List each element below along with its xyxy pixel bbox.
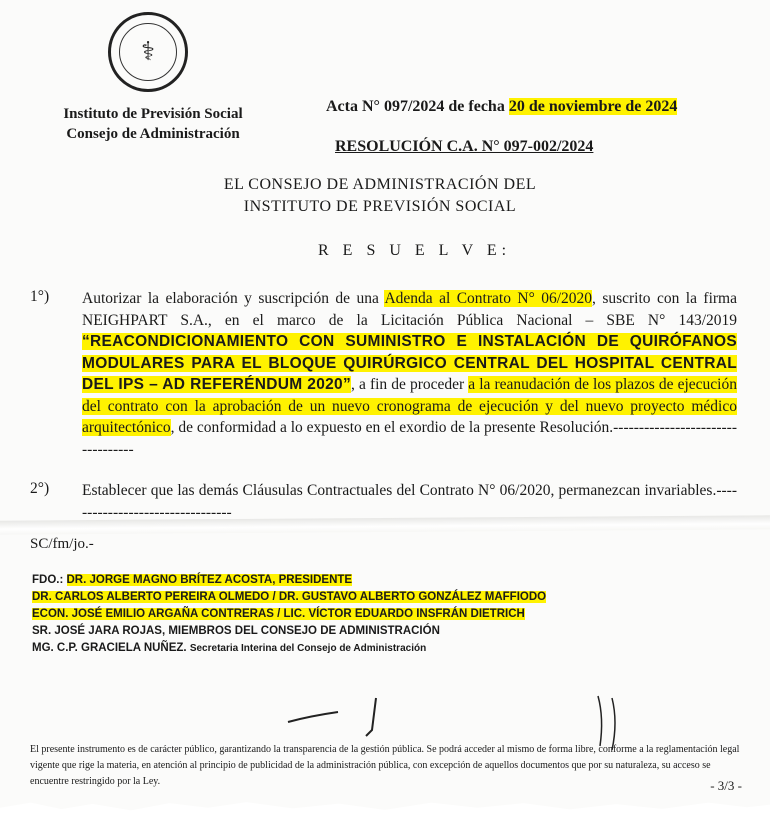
council-heading — [190, 174, 570, 218]
signatory-line3 — [32, 606, 722, 623]
signatory-line1 — [32, 572, 722, 589]
secretary-name: MG. C.P. GRACIELA NUÑEZ. — [32, 642, 190, 654]
article2-number: 2°) — [30, 480, 50, 497]
council-line1: EL CONSEJO DE ADMINISTRACIÓN DEL — [223, 176, 537, 193]
article1-project-title: “REACONDICIONAMIENTO CON SUMINISTRO E INSTALACIÓN DE QUIRÓFANOS MODULARES PARA EL BLOQUE QUIRÚRGICO CENTRAL DEL HOSPITAL CENTRAL DEL IPS – AD REFERÉNDUM 2020” — [82, 333, 737, 393]
article1-purpose-highlight: a la reanudación de los plazos de ejecución del contrato con la aprobación de un nuevo cronograma de ejecución y del nuevo proyecto médico arquitectónico — [82, 376, 737, 436]
institution-line1: Instituto de Previsión Social — [63, 106, 243, 122]
paper-tear-bottom — [0, 800, 770, 826]
article1-text — [82, 288, 737, 460]
signatory-members-2: ECON. JOSÉ EMILIO ARGAÑA CONTRERAS / LIC. VÍCTOR EDUARDO INSFRÁN DIETRICH — [32, 608, 525, 620]
seal-figure-icon: ⚕ — [119, 23, 177, 81]
institution-line2: Consejo de Administración — [66, 126, 240, 142]
article1-text-b: , suscrito con la firma NEIGHPART S.A., en el marco de la Licitación Pública Nacional – SBE N° 143/2019 — [82, 290, 737, 329]
acta-prefix: Acta N° 097/2024 de fecha — [326, 98, 509, 115]
fdo-prefix: FDO.: — [32, 574, 67, 586]
acta-line — [326, 98, 677, 116]
signatory-president: DR. JORGE MAGNO BRÍTEZ ACOSTA, PRESIDENTE — [66, 574, 353, 586]
article1-number: 1°) — [30, 288, 50, 305]
article1-contract-highlight: Adenda al Contrato N° 06/2020 — [384, 290, 593, 307]
article1-text-d: , de conformidad a lo expuesto en el exordio de la presente Resolución.---------------------------------- — [82, 419, 738, 458]
legal-footer: El presente instrumento es de carácter público, garantizando la transparencia de la gestión pública. Se podrá acceder al mismo de forma libre, conforme a la reglamentación legal vigente que rige la materia, en atención al principio de publicidad de la administración pública, con excepción de aquellos documentos que por su naturaleza, su acceso se encuentre restringido por la Ley. — [30, 744, 740, 787]
initials: SC/fm/jo.- — [30, 536, 94, 552]
council-line2: INSTITUTO DE PREVISIÓN SOCIAL — [243, 198, 517, 215]
resolution-number: RESOLUCIÓN C.A. N° 097-002/2024 — [335, 138, 594, 155]
institution-name — [48, 104, 258, 144]
institution-seal-icon — [108, 12, 188, 92]
article1-text-c: , a fin de proceder — [351, 376, 469, 393]
signatory-line5 — [32, 640, 722, 657]
signatory-line4: SR. JOSÉ JARA ROJAS, MIEMBROS DEL CONSEJO DE ADMINISTRACIÓN — [32, 625, 440, 637]
article1-text-a: Autorizar la elaboración y suscripción de una — [82, 290, 385, 307]
signatories-block — [32, 572, 722, 657]
page-number: - 3/3 - — [710, 778, 742, 793]
signatory-line2 — [32, 589, 722, 606]
secretary-role: Secretaria Interina del Consejo de Administración — [189, 643, 427, 654]
article2-text: Establecer que las demás Cláusulas Contractuales del Contrato N° 06/2020, permanezcan invariables.--------------------------------- — [82, 482, 737, 521]
signature-marks — [280, 688, 420, 748]
resuelve-heading: R E S U E L V E: — [318, 242, 512, 259]
signatory-members-1: DR. CARLOS ALBERTO PEREIRA OLMEDO / DR. GUSTAVO ALBERTO GONZÁLEZ MAFFIODO — [32, 591, 547, 603]
acta-date: 20 de noviembre de 2024 — [508, 98, 678, 115]
